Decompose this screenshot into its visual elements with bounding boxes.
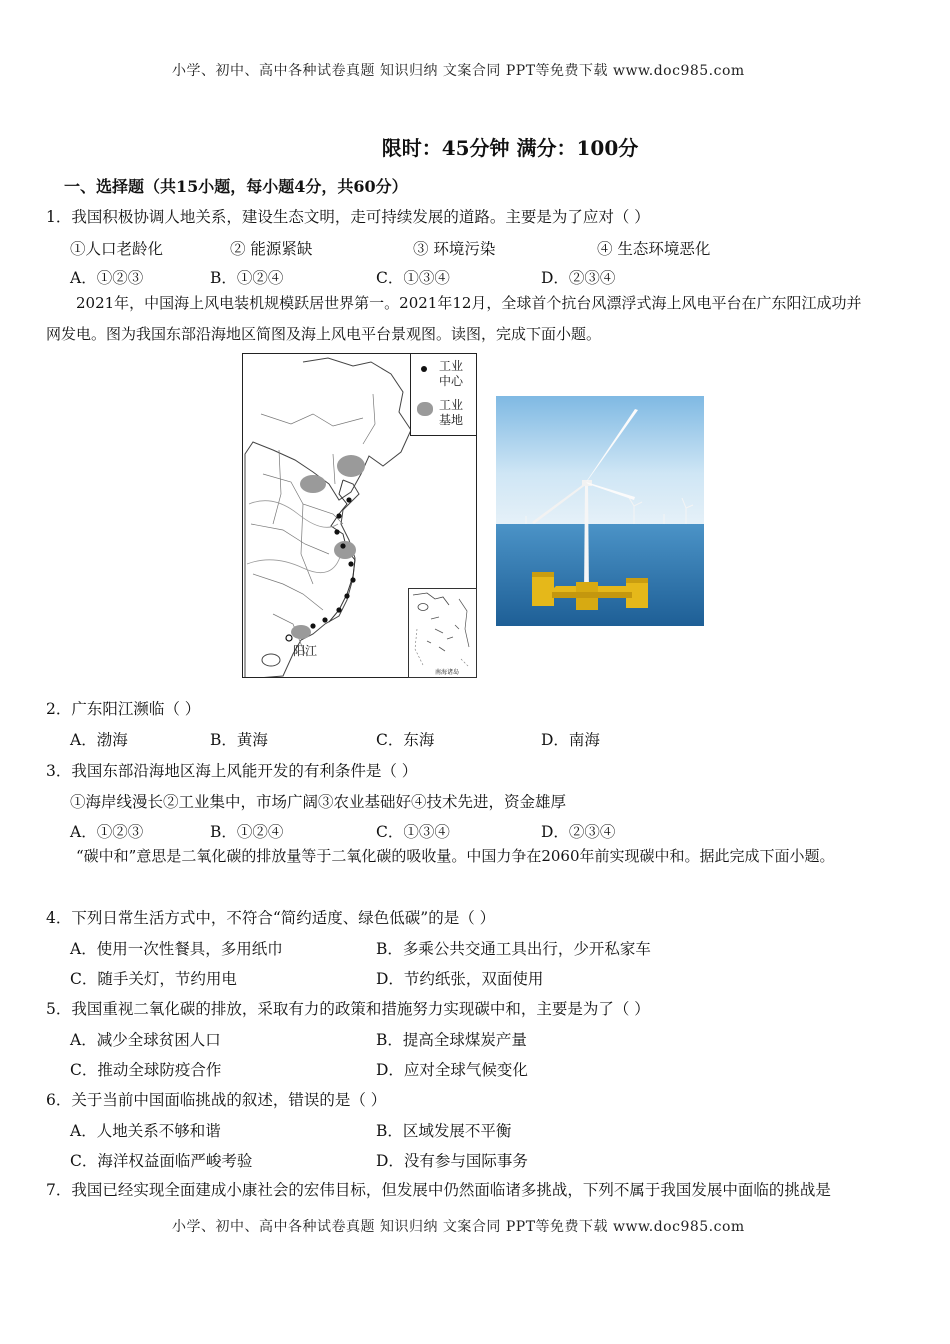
- q6-option-c: C．海洋权益面临严峻考验: [70, 1152, 253, 1170]
- question-6-stem: 6．关于当前中国面临挑战的叙述，错误的是（ ）: [46, 1091, 387, 1109]
- inset-drawing: [409, 589, 478, 679]
- q1-item-2: ② 能源紧缺: [230, 240, 313, 258]
- legend-industrial-base: [439, 398, 463, 428]
- wind-platform-illustration: [496, 396, 704, 626]
- q1-item-1: ①人口老龄化: [70, 240, 164, 258]
- legend-center-line1: 工业: [439, 359, 464, 373]
- q1-option-c: C．①③④: [376, 269, 450, 287]
- q5-option-b: B．提高全球煤炭产量: [376, 1031, 527, 1049]
- question-3-stem: 3．我国东部沿海地区海上风能开发的有利条件是（ ）: [46, 762, 418, 780]
- industrial-base-yangtze: [334, 541, 356, 559]
- passage-wind-power: 2021年，中国海上风电装机规模跃居世界第一。2021年12月，全球首个抗台风漂浮式海上风电平台在广东阳江成功并网发电。图为我国东部沿海地区简图及海上风电平台景观图。读图，完成下面小题。: [46, 294, 862, 343]
- yangjiang-marker: [286, 635, 292, 641]
- question-4-stem: 4．下列日常生活方式中，不符合“简约适度、绿色低碳”的是（ ）: [46, 909, 496, 927]
- q1-item-4: ④ 生态环境恶化: [597, 240, 711, 258]
- q6-option-b: B．区域发展不平衡: [376, 1122, 512, 1140]
- page-header: 小学、初中、高中各种试卷真题 知识归纳 文案合同 PPT等免费下载 www.doc985.com: [172, 63, 745, 79]
- q5-option-a: A．减少全球贫困人口: [70, 1031, 221, 1049]
- page-footer: 小学、初中、高中各种试卷真题 知识归纳 文案合同 PPT等免费下载 www.doc985.com: [172, 1219, 745, 1235]
- question-1-stem: 1．我国积极协调人地关系，建设生态文明，走可持续发展的道路。主要是为了应对（ ）: [46, 208, 650, 226]
- section-heading: 一、选择题（共15小题，每小题4分，共60分）: [64, 177, 408, 196]
- q3-option-c: C．①③④: [376, 823, 450, 841]
- q3-option-d: D．②③④: [541, 823, 616, 841]
- q4-option-a: A．使用一次性餐具，多用纸巾: [70, 940, 283, 958]
- question-7-stem: 7．我国已经实现全面建成小康社会的宏伟目标，但发展中仍然面临诸多挑战，下列不属于我国发展中面临的挑战是: [46, 1181, 831, 1199]
- q3-option-b: B．①②④: [210, 823, 284, 841]
- q2-option-a: A．渤海: [70, 731, 128, 749]
- south-china-sea-inset: [408, 588, 477, 678]
- legend-base-line2: 基地: [439, 413, 464, 427]
- q1-option-b: B．①②④: [210, 269, 284, 287]
- q4-option-d: D．节约纸张，双面使用: [376, 970, 544, 988]
- q4-option-b: B．多乘公共交通工具出行，少开私家车: [376, 940, 651, 958]
- question-5-stem: 5．我国重视二氧化碳的排放，采取有力的政策和措施努力实现碳中和，主要是为了（ ）: [46, 1000, 650, 1018]
- q5-option-c: C．推动全球防疫合作: [70, 1061, 222, 1079]
- q1-item-3: ③ 环境污染: [413, 240, 496, 258]
- q6-option-a: A．人地关系不够和谐: [70, 1122, 221, 1140]
- industrial-base-pearl: [291, 625, 311, 639]
- q1-option-a: A．①②③: [70, 269, 144, 287]
- legend-base-line1: 工业: [439, 398, 464, 412]
- passage-carbon-neutral: “碳中和”意思是二氧化碳的排放量等于二氧化碳的吸收量。中国力争在2060年前实现碳中和。据此完成下面小题。: [76, 847, 835, 865]
- q1-option-d: D．②③④: [541, 269, 616, 287]
- wind-platform-photo: [496, 396, 704, 626]
- q6-option-d: D．没有参与国际事务: [376, 1152, 528, 1170]
- industrial-base-jingjinji: [300, 475, 326, 493]
- q2-option-c: C．东海: [376, 731, 435, 749]
- q2-option-b: B．黄海: [210, 731, 268, 749]
- inset-label: 南海诸岛: [435, 669, 460, 676]
- legend-industrial-center: [439, 359, 463, 389]
- q5-option-d: D．应对全球气候变化: [376, 1061, 528, 1079]
- q3-items: ①海岸线漫长②工业集中，市场广阔③农业基础好④技术先进，资金雄厚: [70, 793, 567, 811]
- industrial-center-symbol: [421, 366, 427, 372]
- city-label-yangjiang: 阳江: [293, 644, 318, 658]
- map-legend: [410, 353, 477, 436]
- legend-center-line2: 中心: [439, 374, 464, 388]
- q2-option-d: D．南海: [541, 731, 600, 749]
- industrial-base-symbol: [417, 402, 433, 416]
- industrial-base-liaoning: [337, 455, 365, 477]
- q4-option-c: C．随手关灯，节约用电: [70, 970, 237, 988]
- exam-title: 限时：45分钟 满分：100分: [381, 136, 639, 160]
- q3-option-a: A．①②③: [70, 823, 144, 841]
- question-2-stem: 2．广东阳江濒临（ ）: [46, 700, 201, 718]
